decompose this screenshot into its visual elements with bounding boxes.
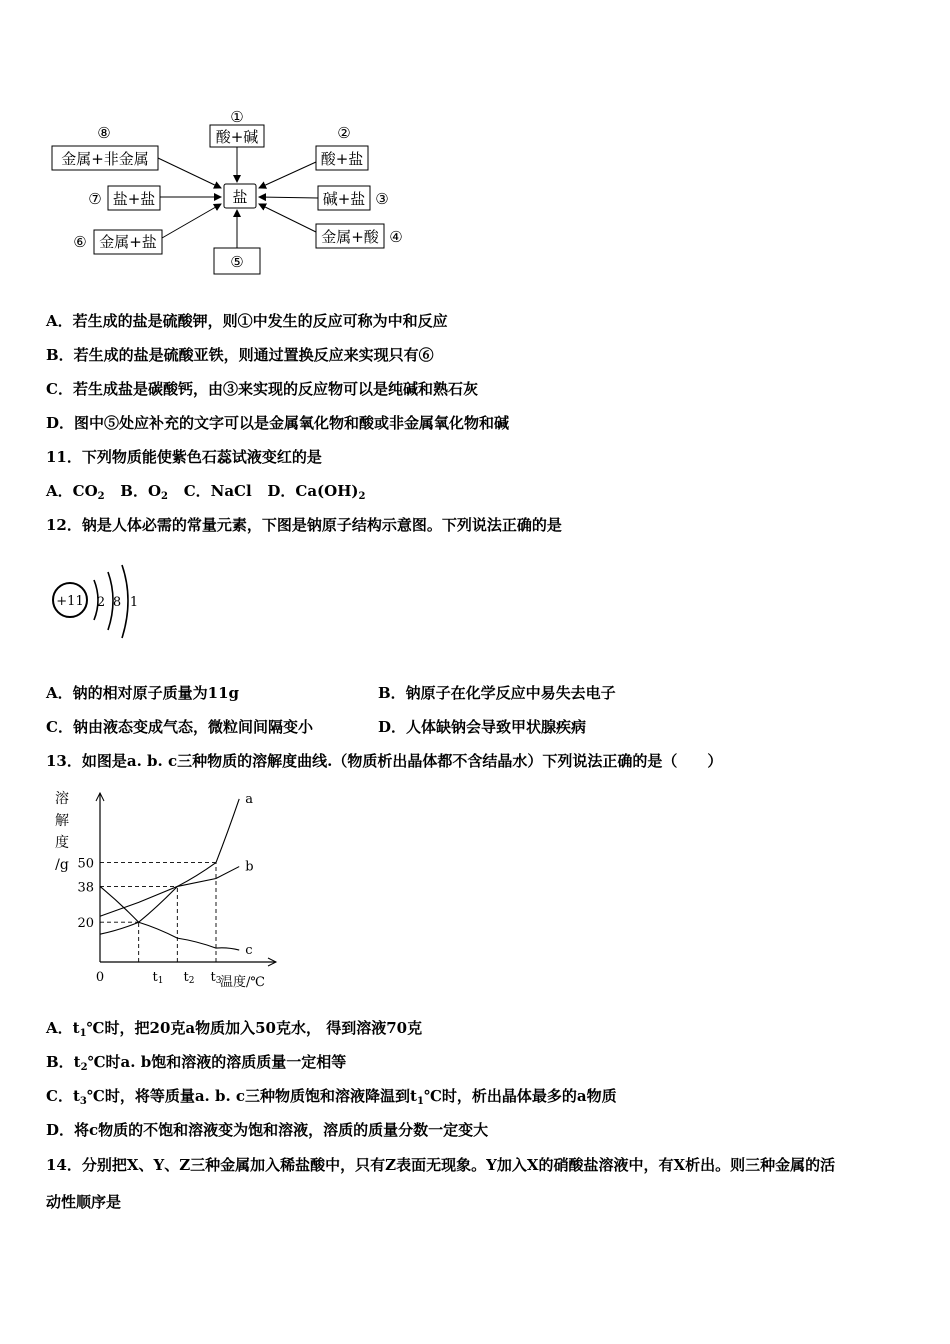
box-3-text: 碱+盐 <box>322 190 366 208</box>
box-1-text: 酸+碱 <box>215 128 259 146</box>
series-a-label: a <box>245 791 253 807</box>
q10-option-c: C．若生成盐是碳酸钙，由③来实现的反应物可以是纯碱和熟石灰 <box>46 380 478 398</box>
x-tick-label: t3 <box>210 970 222 986</box>
series-b-line <box>100 867 239 917</box>
q11-options <box>46 481 365 507</box>
q13-option-a: A．$t_1℃$时，把20克a物质加入50克水， 得到溶液70克 <box>46 1019 423 1039</box>
box-7-text: 盐+盐 <box>112 190 156 208</box>
label-2: ② <box>337 124 351 142</box>
series-c-label: c <box>245 943 253 959</box>
label-1: ① <box>230 108 244 126</box>
x-axis-label: 温度/℃ <box>220 975 265 990</box>
series-b-label: b <box>245 859 254 875</box>
shell-3-electrons: 1 <box>129 595 139 610</box>
q13-option-c: C．$t_3℃$时，将等质量a. b. c三种物质饱和溶液降温到$t_1℃$时，析出晶体最多的a物质 <box>46 1087 617 1107</box>
q14-line-1: 14．分别把X、Y、Z三种金属加入稀盐酸中，只有Z表面无现象。Y加入X的硝酸盐溶液中，有X析出。则三种金属的活 <box>46 1156 836 1174</box>
y-axis-label-part: /g <box>55 857 69 873</box>
y-axis-label-part: 溶 <box>55 791 69 807</box>
q11-option-a: A．$CO_2$ <box>46 482 105 502</box>
box-4-text: 金属+酸 <box>321 228 379 246</box>
y-tick-label: 50 <box>77 856 94 872</box>
label-8: ⑧ <box>97 124 111 142</box>
q12-option-a: A．钠的相对原子质量为11g <box>46 684 240 702</box>
q10-option-b: B．若生成的盐是硫酸亚铁，则通过置换反应来实现只有⑥ <box>46 346 434 364</box>
label-7: ⑦ <box>88 190 102 208</box>
sodium-atom-diagram <box>46 560 146 650</box>
q10-option-d: D．图中⑤处应补充的文字可以是金属氧化物和酸或非金属氧化物和碱 <box>46 414 510 432</box>
nucleus-charge: +11 <box>56 594 84 609</box>
q13-stem: 13．如图是a. b. c三种物质的溶解度曲线.（物质析出晶体都不含结晶水）下列说法正确的是（ ） <box>46 752 723 770</box>
y-tick-label: 20 <box>77 916 94 932</box>
x-tick-label: 0 <box>95 970 105 985</box>
solubility-chart <box>48 785 288 995</box>
shell-1-electrons: 2 <box>96 595 106 610</box>
q12-option-d: D．人体缺钠会导致甲状腺疾病 <box>378 718 587 736</box>
label-4: ④ <box>389 228 403 246</box>
shell-2-electrons: 8 <box>112 595 122 610</box>
label-3: ③ <box>375 190 389 208</box>
q12-stem: 12．钠是人体必需的常量元素，下图是钠原子结构示意图。下列说法正确的是 <box>46 516 562 534</box>
series-a-line <box>100 799 239 934</box>
box-8-text: 金属+非金属 <box>61 150 149 168</box>
box-2-text: 酸+盐 <box>320 150 364 168</box>
x-tick-label: t1 <box>152 970 164 986</box>
q11-option-d: D．$Ca(OH)_2$ <box>267 482 366 502</box>
q12-option-c: C．钠由液态变成气态，微粒间间隔变小 <box>46 718 313 736</box>
q13-option-d: D．将c物质的不饱和溶液变为饱和溶液，溶质的质量分数一定变大 <box>46 1121 489 1139</box>
q11-option-c: C．NaCl <box>183 482 252 500</box>
q13-option-b: B．$t_2℃$时a. b饱和溶液的溶质质量一定相等 <box>46 1053 347 1073</box>
box-6-text: 金属+盐 <box>99 233 157 251</box>
y-tick-label: 38 <box>77 880 94 896</box>
q14-line-2: 动性顺序是 <box>46 1193 122 1211</box>
q10-option-a: A．若生成的盐是硫酸钾，则①中发生的反应可称为中和反应 <box>46 312 448 330</box>
label-6: ⑥ <box>73 233 87 251</box>
q11-option-b: B．$O_2$ <box>120 482 169 502</box>
y-axis-label-part: 度 <box>55 835 69 851</box>
series-c-line <box>100 886 239 950</box>
y-axis-label-part: 解 <box>55 813 69 829</box>
x-tick-label: t2 <box>183 970 195 986</box>
q11-stem: 11．下列物质能使紫色石蕊试液变红的是 <box>46 448 322 466</box>
center-label: 盐 <box>232 188 248 206</box>
salt-formation-diagram <box>40 100 420 290</box>
label-5: ⑤ <box>230 253 244 271</box>
q12-option-b: B．钠原子在化学反应中易失去电子 <box>378 684 616 702</box>
